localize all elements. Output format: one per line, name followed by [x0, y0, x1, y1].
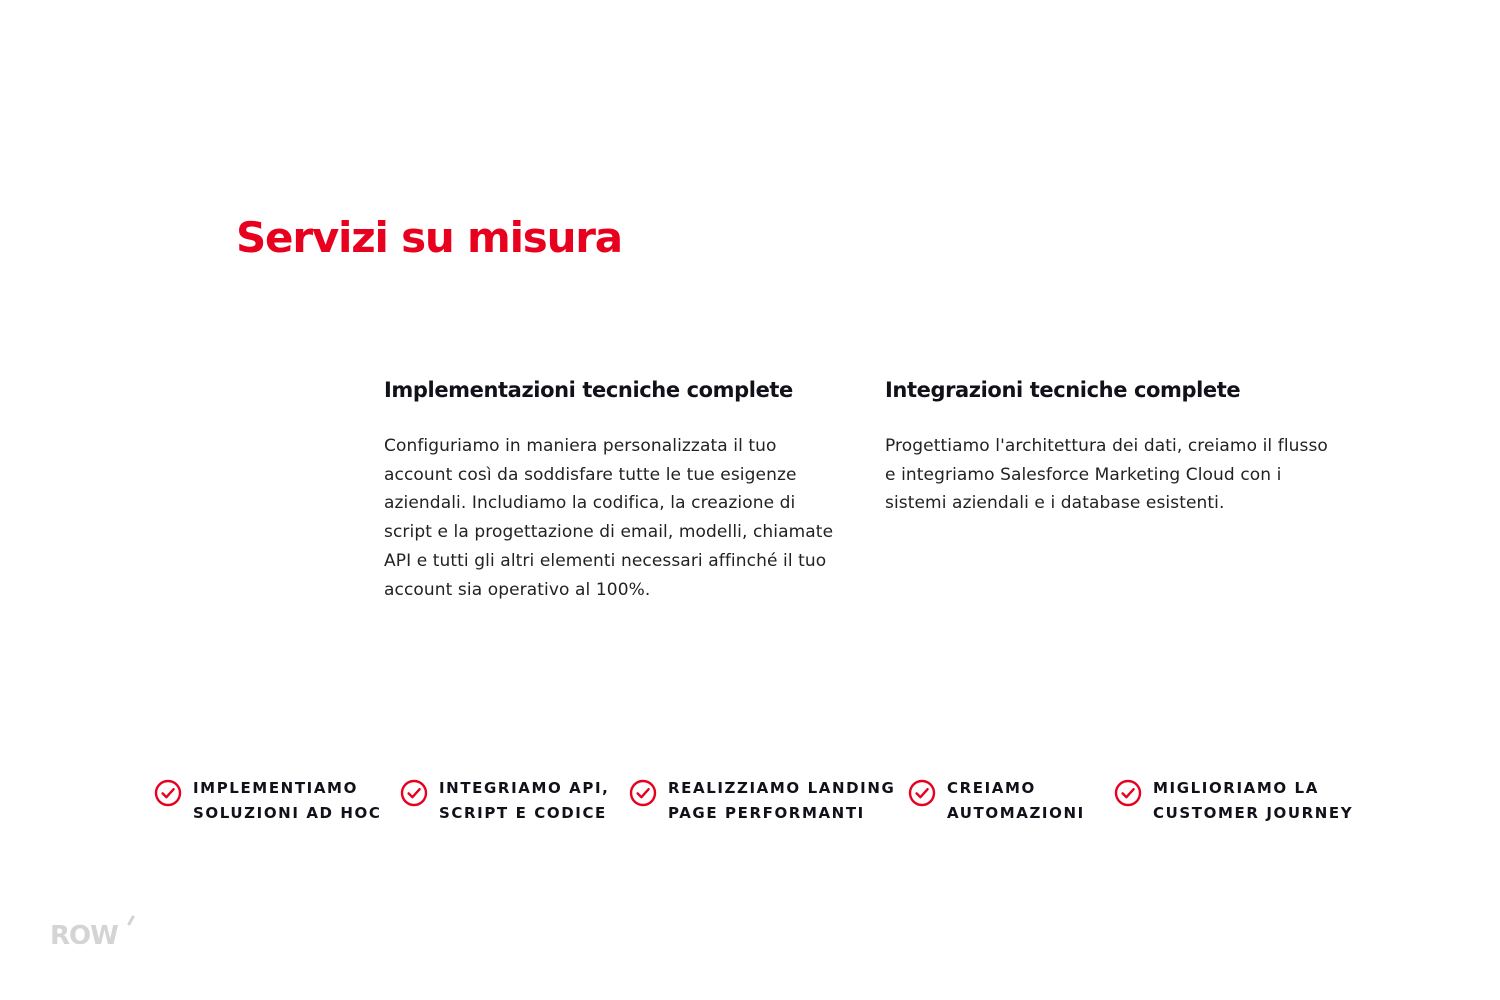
column-body: Progettiamo l'architettura dei dati, creiamo il flusso e integriamo Salesforce Marketing Cloud con i sistemi aziendali e i database esistenti. [885, 436, 1328, 514]
column-heading: Integrazioni tecniche complete [885, 378, 1241, 402]
feature-item [154, 776, 382, 825]
feature-item [400, 776, 609, 825]
check-circle-icon [154, 779, 182, 807]
feature-label [947, 776, 1085, 825]
feature-label [1153, 776, 1353, 825]
feature-item [908, 776, 1085, 825]
feature-label-line: SCRIPT E CODICE [439, 803, 607, 822]
service-column-integrazioni [885, 375, 1335, 518]
column-heading: Implementazioni tecniche complete [384, 378, 793, 402]
check-circle-icon [400, 779, 428, 807]
service-column-implementazioni [384, 375, 844, 604]
feature-label-line: MIGLIORIAMO LA [1153, 779, 1319, 797]
feature-label-line: SOLUZIONI AD HOC [193, 803, 382, 822]
column-body: Configuriamo in maniera personalizzata il tuo account così da soddisfare tutte le tue esigenze aziendali. Includiamo la codifica, la creazione di script e la progettazione di email, modelli, chiamate API e tutti gli altri elementi necessari affinché il tuo account sia operativo al 100%. [384, 436, 834, 600]
check-circle-icon [1114, 779, 1142, 807]
feature-label-line: CUSTOMER JOURNEY [1153, 803, 1354, 822]
check-circle-icon [908, 779, 936, 807]
feature-label [439, 776, 609, 825]
feature-label [668, 776, 895, 825]
logo-text: ROW [50, 921, 118, 950]
section-title: Servizi su misura [236, 213, 622, 262]
feature-label-line: REALIZZIAMO LANDING [668, 779, 896, 797]
feature-label-line: PAGE PERFORMANTI [668, 803, 865, 822]
feature-label-line: INTEGRIAMO API, [439, 779, 610, 797]
row-logo-icon [50, 914, 140, 950]
feature-item [629, 776, 895, 825]
feature-list [0, 776, 1500, 836]
feature-label-line: CREIAMO [947, 779, 1036, 797]
check-circle-icon [629, 779, 657, 807]
feature-label-line: IMPLEMENTIAMO [193, 779, 358, 797]
feature-item [1114, 776, 1353, 825]
feature-label [193, 776, 382, 825]
feature-label-line: AUTOMAZIONI [947, 803, 1085, 822]
